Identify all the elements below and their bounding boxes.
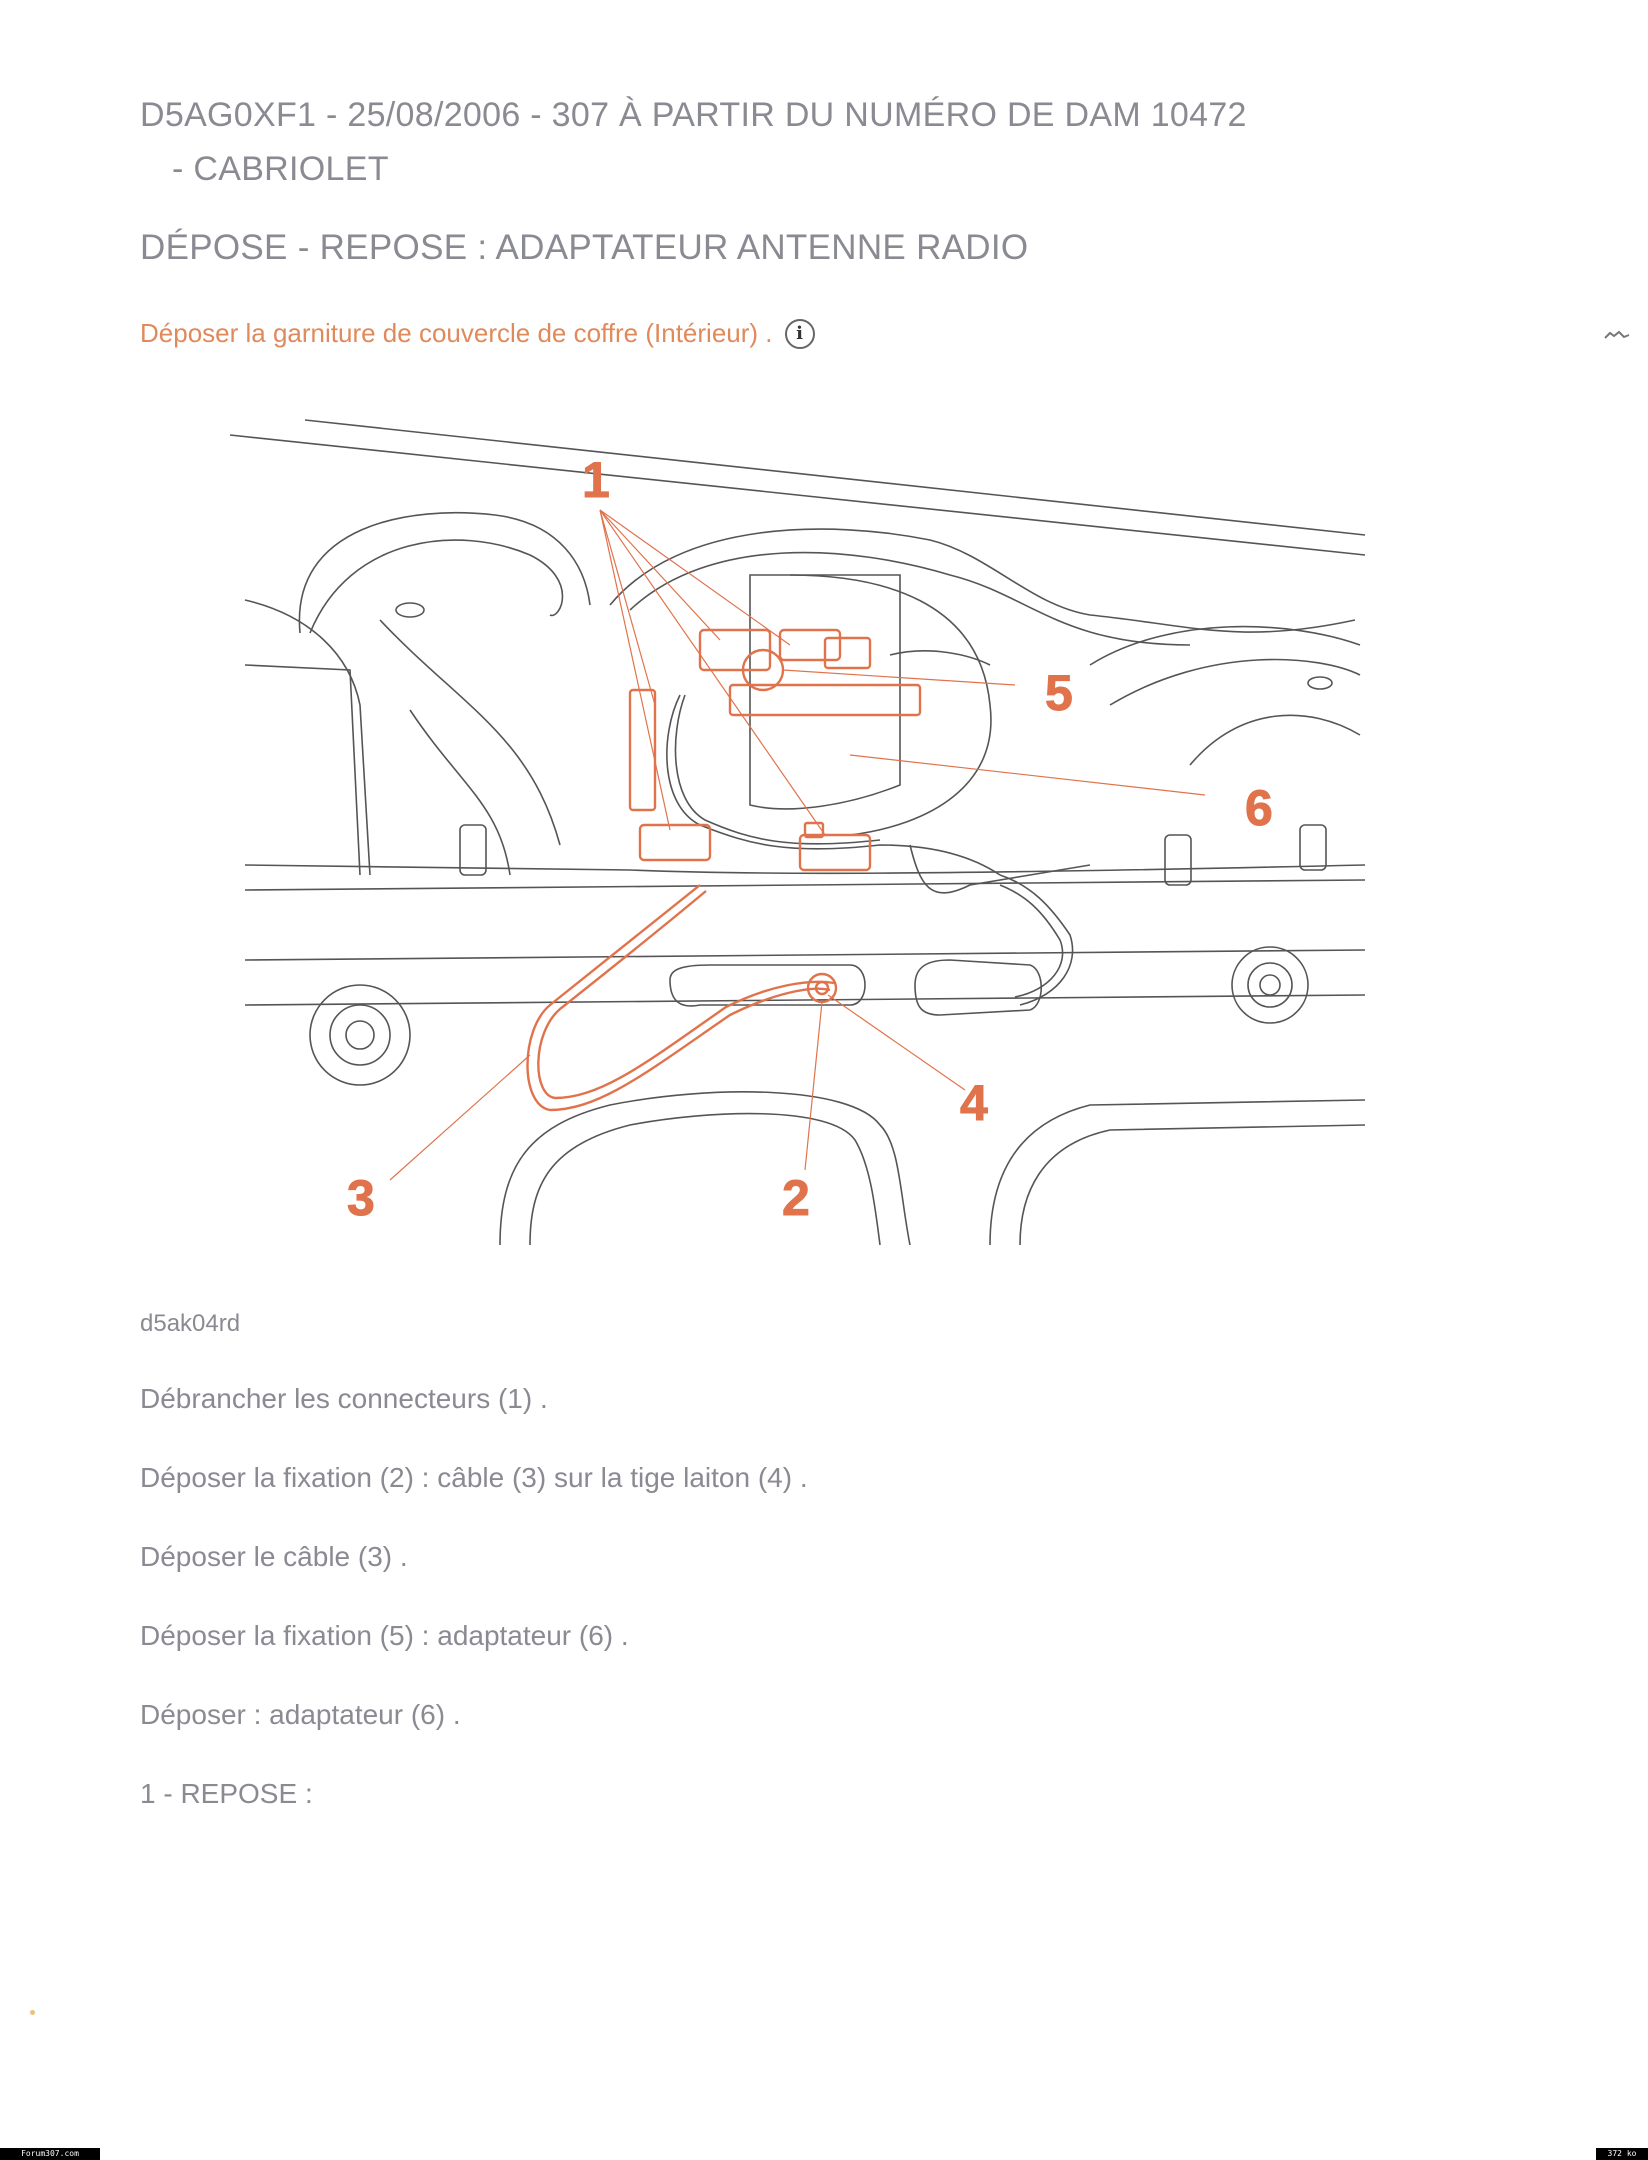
footer-size-label: 372 ko <box>1596 2148 1648 2160</box>
trunk-lid-edge-line <box>305 420 1365 535</box>
step-2: Déposer la fixation (2) : câble (3) sur la tige laiton (4) . <box>140 1462 808 1493</box>
callout-leader <box>390 1055 530 1180</box>
round-boss <box>1260 975 1280 995</box>
wiring-harness <box>1000 875 1073 1005</box>
wiring-harness <box>667 695 1000 875</box>
round-boss <box>1248 963 1292 1007</box>
lid-rail-line <box>245 950 1365 960</box>
step-6-repose-heading: 1 - REPOSE : <box>140 1778 313 1809</box>
lid-structure-outline <box>299 513 590 633</box>
callout-leader <box>600 510 790 645</box>
lid-structure-outline <box>1090 627 1360 665</box>
callout-1: 1 <box>582 452 610 508</box>
fastener-hole <box>1308 677 1332 689</box>
scan-mark-icon <box>1604 330 1630 342</box>
connector-highlight <box>630 690 655 810</box>
figure-caption: d5ak04rd <box>140 1310 241 1337</box>
brass-rod-slot <box>915 960 1041 1015</box>
lid-structure-outline <box>245 600 370 875</box>
step-3: Déposer le câble (3) . <box>140 1541 408 1572</box>
adapter-housing-outline <box>750 575 900 809</box>
scan-speck <box>30 2010 35 2015</box>
lid-structure-outline <box>1190 715 1360 765</box>
connector-highlight <box>640 825 710 860</box>
info-icon[interactable]: i <box>785 319 815 349</box>
lid-structure-outline <box>530 1114 880 1245</box>
trunk-lid-edge-line <box>230 435 1365 555</box>
round-boss <box>330 1005 390 1065</box>
round-boss <box>1232 947 1308 1023</box>
step-1: Débrancher les connecteurs (1) . <box>140 1383 548 1414</box>
cable-clip <box>1165 835 1191 885</box>
antenna-adapter-diagram <box>230 405 1370 1245</box>
lid-structure-outline <box>245 665 360 875</box>
callout-leader <box>828 995 965 1090</box>
connector-highlight <box>825 638 870 668</box>
connector-highlight <box>800 835 870 870</box>
wiring-harness <box>1000 885 1063 997</box>
round-boss <box>346 1021 374 1049</box>
callout-leader <box>783 670 1015 685</box>
callout-leader <box>805 1002 822 1170</box>
wiring-harness <box>675 695 880 844</box>
callout-5: 5 <box>1045 665 1073 721</box>
callout-leader <box>600 510 825 835</box>
lid-structure-outline <box>1110 660 1360 705</box>
step-4: Déposer la fixation (5) : adaptateur (6) . <box>140 1620 629 1651</box>
prerequisite-line <box>140 318 815 349</box>
document-title <box>140 88 1440 196</box>
callout-6: 6 <box>1245 780 1273 836</box>
callout-leader <box>850 755 1205 795</box>
callout-2: 2 <box>782 1170 810 1226</box>
adapter-housing-outline <box>610 529 1355 632</box>
round-boss <box>310 985 410 1085</box>
callout-3: 3 <box>347 1170 375 1226</box>
lid-structure-outline <box>1020 1125 1365 1245</box>
document-title-line-2: - CABRIOLET <box>172 150 389 188</box>
callout-leader <box>600 510 670 830</box>
lid-rail-line <box>245 880 1365 890</box>
lid-structure-outline <box>990 1100 1365 1245</box>
adapter-housing-outline <box>790 575 991 835</box>
lid-structure-outline <box>380 620 560 845</box>
lid-structure-outline <box>310 540 563 633</box>
section-title: DÉPOSE - REPOSE : ADAPTATEUR ANTENNE RADIO <box>140 228 1029 267</box>
cable-clip <box>1300 825 1326 870</box>
prerequisite-link[interactable]: Déposer la garniture de couvercle de coffre (Intérieur) . <box>140 318 773 348</box>
footer-source-label: Forum307.com <box>0 2148 100 2160</box>
lid-rail-line <box>245 995 1365 1005</box>
fastener-hole <box>396 603 424 617</box>
antenna-cable <box>538 891 834 1098</box>
document-title-line-1: D5AG0XF1 - 25/08/2006 - 307 À PARTIR DU NUMÉRO DE DAM 10472 <box>140 96 1247 134</box>
callout-4: 4 <box>960 1075 988 1131</box>
step-5: Déposer : adaptateur (6) . <box>140 1699 461 1730</box>
